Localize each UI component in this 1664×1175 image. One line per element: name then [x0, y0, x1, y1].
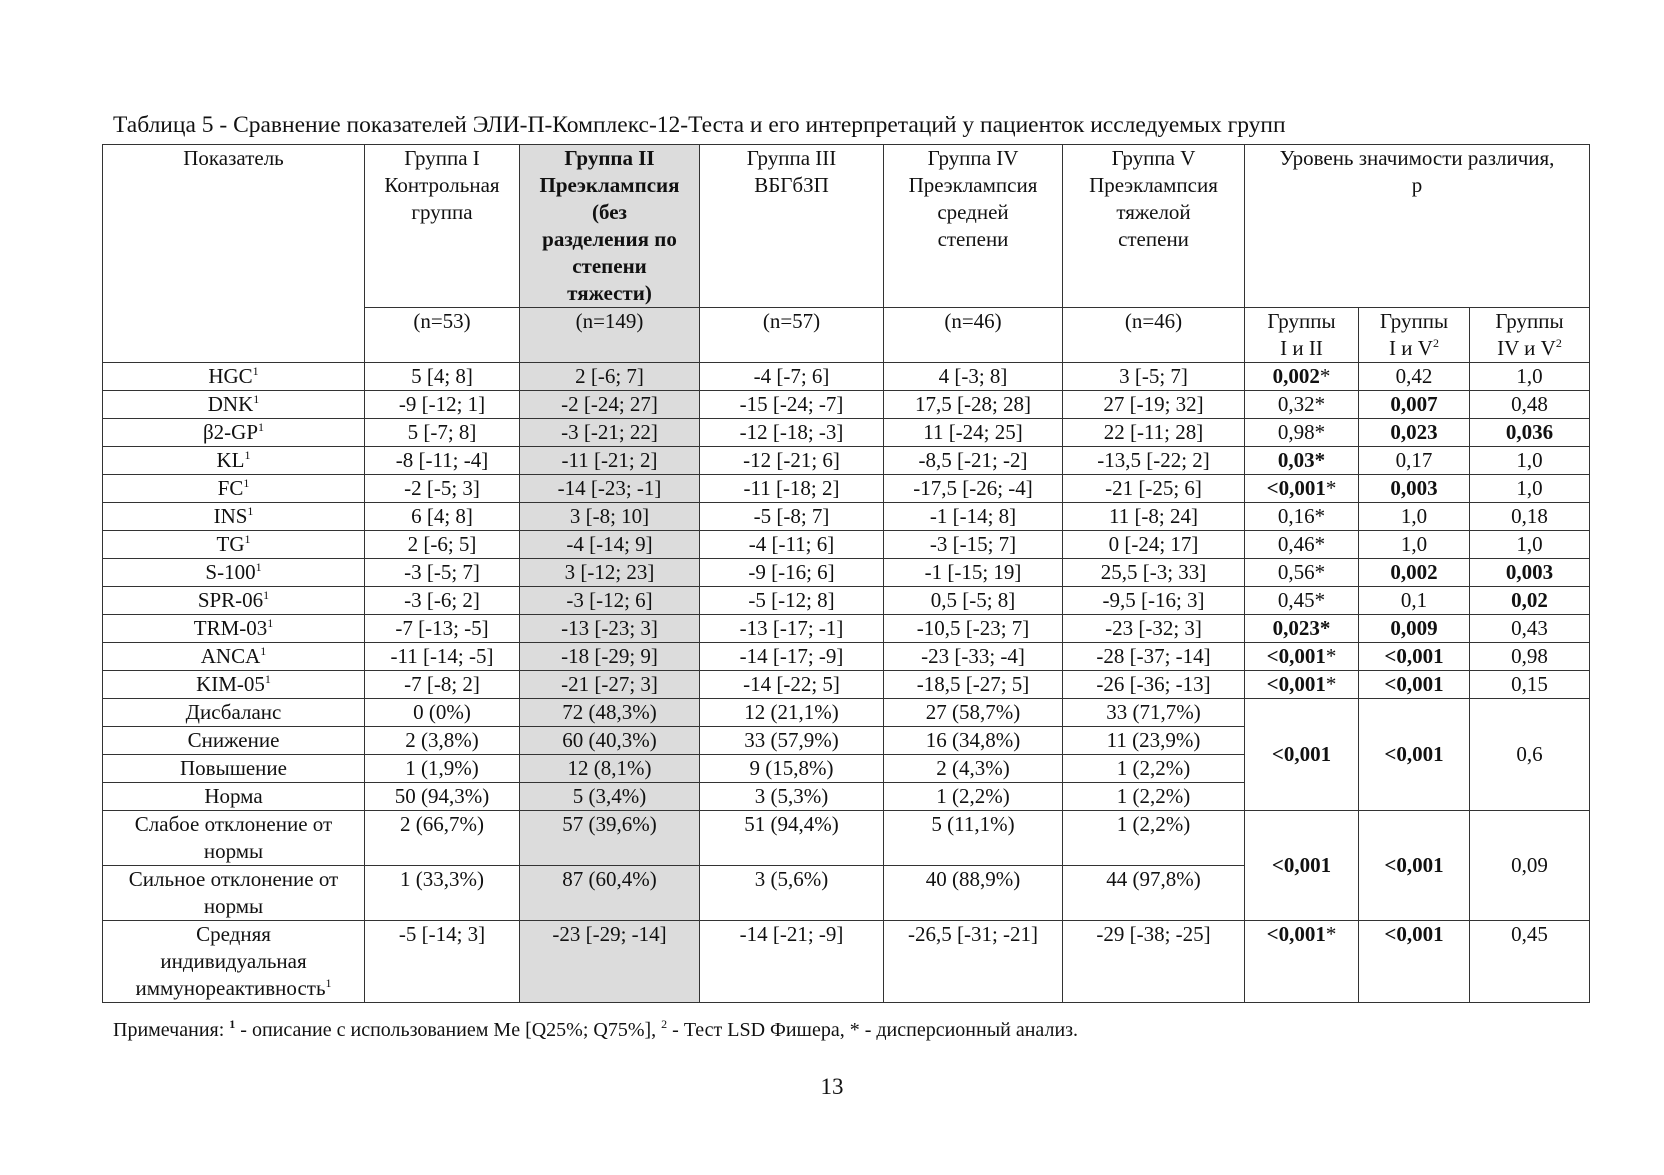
cell-group-4: -8,5 [-21; -2]	[884, 447, 1063, 475]
table-row	[103, 531, 1590, 559]
table-caption: Таблица 5 - Сравнение показателей ЭЛИ-П-Комплекс-12-Теста и его интерпретаций у пациенток исследуемых групп	[113, 112, 1286, 138]
cell-group-3: 51 (94,4%)	[700, 811, 884, 866]
cell-group-3: -12 [-18; -3]	[700, 419, 884, 447]
cell-p-1: <0,001*	[1245, 643, 1359, 671]
header-row	[103, 145, 1590, 308]
cell-group-5: 1 (2,2%)	[1063, 783, 1245, 811]
cell-p-2: <0,001	[1359, 671, 1470, 699]
cell-group-4: -3 [-15; 7]	[884, 531, 1063, 559]
cell-group-4: -17,5 [-26; -4]	[884, 475, 1063, 503]
header-group-3: Группа III ВБГбЗП	[700, 145, 884, 308]
cell-p-3: 1,0	[1470, 475, 1590, 503]
cell-group-1: -3 [-5; 7]	[365, 559, 520, 587]
cell-group-3: -13 [-17; -1]	[700, 615, 884, 643]
cell-group-5: 0 [-24; 17]	[1063, 531, 1245, 559]
cell-group-1: -8 [-11; -4]	[365, 447, 520, 475]
cell-group-3: 3 (5,3%)	[700, 783, 884, 811]
cell-p-2: 0,009	[1359, 615, 1470, 643]
row-label: $KL^1$	[103, 447, 365, 475]
cell-group-3: -4 [-7; 6]	[700, 363, 884, 391]
cell-p-2: 0,002	[1359, 559, 1470, 587]
cell-group-1: 1 (1,9%)	[365, 755, 520, 783]
table-row	[103, 587, 1590, 615]
header-p-2: Группы I и $V^2$	[1359, 308, 1470, 363]
cell-group-2: -18 [-29; 9]	[520, 643, 700, 671]
cell-group-1: 0 (0%)	[365, 699, 520, 727]
table-row	[103, 921, 1590, 1003]
cell-group-5: 27 [-19; 32]	[1063, 391, 1245, 419]
comparison-table	[102, 144, 1590, 1003]
header-group-4: Группа IV Преэклампсия средней степени	[884, 145, 1063, 308]
row-label: ANCA$^1$	[103, 643, 365, 671]
cell-group-5: 11 [-8; 24]	[1063, 503, 1245, 531]
cell-group-1: 2 (66,7%)	[365, 811, 520, 866]
cell-group-2: -21 [-27; 3]	[520, 671, 700, 699]
cell-group-2: 3 [-12; 23]	[520, 559, 700, 587]
row-label: TRM-$03^1$	[103, 615, 365, 643]
cell-p-3: 0,02	[1470, 587, 1590, 615]
table-row	[103, 811, 1590, 866]
cell-group-4: 5 (11,1%)	[884, 811, 1063, 866]
row-label: SPR-$06^1$	[103, 587, 365, 615]
header-group-5: Группа V Преэклампсия тяжелой степени	[1063, 145, 1245, 308]
cell-group-2: -3 [-21; 22]	[520, 419, 700, 447]
cell-group-1: 2 [-6; 5]	[365, 531, 520, 559]
cell-group-4: 17,5 [-28; 28]	[884, 391, 1063, 419]
cell-p-1: 0,16*	[1245, 503, 1359, 531]
table-row	[103, 363, 1590, 391]
cell-group-2: -13 [-23; 3]	[520, 615, 700, 643]
cell-p-2: 1,0	[1359, 503, 1470, 531]
cell-group-5: 22 [-11; 28]	[1063, 419, 1245, 447]
cell-p-3: 1,0	[1470, 363, 1590, 391]
cell-group-5: -13,5 [-22; 2]	[1063, 447, 1245, 475]
cell-group-2: 3 [-8; 10]	[520, 503, 700, 531]
row-label: KIM-$05^1$	[103, 671, 365, 699]
cell-group-5: -23 [-32; 3]	[1063, 615, 1245, 643]
cell-group-1: -9 [-12; 1]	[365, 391, 520, 419]
cell-p-1: <0,001*	[1245, 475, 1359, 503]
cell-group-1: 6 [4; 8]	[365, 503, 520, 531]
cell-group-3: 9 (15,8%)	[700, 755, 884, 783]
header-n-4: (n=46)	[884, 308, 1063, 363]
cell-group-4: -1 [-14; 8]	[884, 503, 1063, 531]
cell-p-1: <0,001*	[1245, 921, 1359, 1003]
cell-group-4: 11 [-24; 25]	[884, 419, 1063, 447]
table-row	[103, 699, 1590, 727]
cell-group-5: -28 [-37; -14]	[1063, 643, 1245, 671]
table-row	[103, 643, 1590, 671]
cell-group-5: -9,5 [-16; 3]	[1063, 587, 1245, 615]
cell-group-2: -11 [-21; 2]	[520, 447, 700, 475]
cell-group-3: -14 [-22; 5]	[700, 671, 884, 699]
cell-group-1: 5 [4; 8]	[365, 363, 520, 391]
cell-group-3: 33 (57,9%)	[700, 727, 884, 755]
cell-group-2: -14 [-23; -1]	[520, 475, 700, 503]
row-label: Дисбаланс	[103, 699, 365, 727]
cell-group-1: -2 [-5; 3]	[365, 475, 520, 503]
row-label: Слабое отклонение от нормы	[103, 811, 365, 866]
cell-group-5: 44 (97,8%)	[1063, 866, 1245, 921]
cell-p-3: 0,036	[1470, 419, 1590, 447]
cell-group-3: -14 [-17; -9]	[700, 643, 884, 671]
cell-p-1: <0,001	[1245, 811, 1359, 921]
cell-group-3: -5 [-12; 8]	[700, 587, 884, 615]
cell-p-2: <0,001	[1359, 921, 1470, 1003]
row-label: Снижение	[103, 727, 365, 755]
cell-p-3: 0,43	[1470, 615, 1590, 643]
cell-group-1: -11 [-14; -5]	[365, 643, 520, 671]
header-p-1: Группы I и II	[1245, 308, 1359, 363]
cell-p-1: <0,001	[1245, 699, 1359, 811]
cell-p-2: 0,17	[1359, 447, 1470, 475]
table-row	[103, 475, 1590, 503]
row-label: HGC$^1$	[103, 363, 365, 391]
cell-group-5: -26 [-36; -13]	[1063, 671, 1245, 699]
cell-group-4: 1 (2,2%)	[884, 783, 1063, 811]
table-row	[103, 419, 1590, 447]
cell-group-2: 2 [-6; 7]	[520, 363, 700, 391]
cell-p-3: 1,0	[1470, 447, 1590, 475]
row-label: INS$^1$	[103, 503, 365, 531]
cell-group-2: -2 [-24; 27]	[520, 391, 700, 419]
header-n-3: (n=57)	[700, 308, 884, 363]
cell-group-2: 72 (48,3%)	[520, 699, 700, 727]
cell-p-2: 0,1	[1359, 587, 1470, 615]
cell-p-2: 0,023	[1359, 419, 1470, 447]
header-p-3: Группы IV и $V^2$	[1470, 308, 1590, 363]
header-indicator: Показатель	[103, 145, 365, 363]
header-n-1: (n=53)	[365, 308, 520, 363]
cell-group-1: 2 (3,8%)	[365, 727, 520, 755]
row-label: $S-100^1$	[103, 559, 365, 587]
cell-group-4: -1 [-15; 19]	[884, 559, 1063, 587]
cell-p-1: 0,03*	[1245, 447, 1359, 475]
cell-p-1: 0,46*	[1245, 531, 1359, 559]
cell-group-1: -3 [-6; 2]	[365, 587, 520, 615]
cell-p-3: 0,6	[1470, 699, 1590, 811]
cell-group-2: 12 (8,1%)	[520, 755, 700, 783]
row-label: Повышение	[103, 755, 365, 783]
cell-group-5: 11 (23,9%)	[1063, 727, 1245, 755]
cell-group-2: -4 [-14; 9]	[520, 531, 700, 559]
cell-p-3: 0,18	[1470, 503, 1590, 531]
header-group-1: Группа I Контрольная группа	[365, 145, 520, 308]
cell-p-3: 0,45	[1470, 921, 1590, 1003]
row-label: Средняя индивидуальная иммунореактивность$^1$	[103, 921, 365, 1003]
cell-group-4: 4 [-3; 8]	[884, 363, 1063, 391]
table-row	[103, 447, 1590, 475]
cell-group-1: 1 (33,3%)	[365, 866, 520, 921]
header-group-2: Группа II Преэклампсия (без разделения по степени тяжести)	[520, 145, 700, 308]
cell-group-4: 2 (4,3%)	[884, 755, 1063, 783]
cell-group-3: 3 (5,6%)	[700, 866, 884, 921]
cell-group-1: -7 [-8; 2]	[365, 671, 520, 699]
cell-p-3: 0,09	[1470, 811, 1590, 921]
cell-p-2: 0,003	[1359, 475, 1470, 503]
cell-group-2: -3 [-12; 6]	[520, 587, 700, 615]
header-significance: Уровень значимости различия, p	[1245, 145, 1590, 308]
cell-group-4: -18,5 [-27; 5]	[884, 671, 1063, 699]
table-row	[103, 559, 1590, 587]
row-label: $FC^1$	[103, 475, 365, 503]
table-row	[103, 671, 1590, 699]
cell-p-3: 0,15	[1470, 671, 1590, 699]
header-n-2: (n=149)	[520, 308, 700, 363]
cell-p-2: <0,001	[1359, 811, 1470, 921]
cell-group-2: 87 (60,4%)	[520, 866, 700, 921]
cell-group-3: -14 [-21; -9]	[700, 921, 884, 1003]
cell-p-1: <0,001*	[1245, 671, 1359, 699]
cell-group-4: 40 (88,9%)	[884, 866, 1063, 921]
cell-p-1: 0,45*	[1245, 587, 1359, 615]
cell-p-3: 1,0	[1470, 531, 1590, 559]
cell-group-2: 57 (39,6%)	[520, 811, 700, 866]
row-label: $TG^1$	[103, 531, 365, 559]
table-row	[103, 391, 1590, 419]
header-n-5: (n=46)	[1063, 308, 1245, 363]
cell-group-4: -23 [-33; -4]	[884, 643, 1063, 671]
row-label: $\beta 2-GP^1$	[103, 419, 365, 447]
cell-group-5: 3 [-5; 7]	[1063, 363, 1245, 391]
cell-group-3: -15 [-24; -7]	[700, 391, 884, 419]
cell-group-3: -12 [-21; 6]	[700, 447, 884, 475]
cell-group-4: 16 (34,8%)	[884, 727, 1063, 755]
cell-group-1: -7 [-13; -5]	[365, 615, 520, 643]
cell-p-3: 0,003	[1470, 559, 1590, 587]
cell-p-3: 0,48	[1470, 391, 1590, 419]
cell-p-1: 0,98*	[1245, 419, 1359, 447]
cell-group-5: 1 (2,2%)	[1063, 755, 1245, 783]
cell-group-5: 33 (71,7%)	[1063, 699, 1245, 727]
row-label: DNK$^1$	[103, 391, 365, 419]
cell-group-1: 5 [-7; 8]	[365, 419, 520, 447]
cell-group-3: -9 [-16; 6]	[700, 559, 884, 587]
page-number: 13	[820, 1074, 844, 1099]
cell-group-4: 27 (58,7%)	[884, 699, 1063, 727]
cell-p-3: 0,98	[1470, 643, 1590, 671]
row-label: Сильное отклонение от нормы	[103, 866, 365, 921]
cell-group-3: -5 [-8; 7]	[700, 503, 884, 531]
table-row	[103, 615, 1590, 643]
cell-group-3: -4 [-11; 6]	[700, 531, 884, 559]
cell-group-1: 50 (94,3%)	[365, 783, 520, 811]
table-footnote: Примечания: $^1$ - описание с использованием Me [Q25%; Q75%], $^2$ - Тест LSD Фишера, * - дисперсионный анализ.	[113, 1017, 1079, 1041]
cell-p-2: 0,42	[1359, 363, 1470, 391]
cell-group-3: -11 [-18; 2]	[700, 475, 884, 503]
cell-group-4: 0,5 [-5; 8]	[884, 587, 1063, 615]
cell-group-4: -26,5 [-31; -21]	[884, 921, 1063, 1003]
cell-group-1: -5 [-14; 3]	[365, 921, 520, 1003]
cell-p-2: <0,001	[1359, 699, 1470, 811]
row-label: Норма	[103, 783, 365, 811]
cell-p-2: <0,001	[1359, 643, 1470, 671]
cell-p-2: 0,007	[1359, 391, 1470, 419]
cell-p-1: 0,32*	[1245, 391, 1359, 419]
cell-p-1: 0,56*	[1245, 559, 1359, 587]
cell-group-5: -21 [-25; 6]	[1063, 475, 1245, 503]
cell-p-1: 0,002*	[1245, 363, 1359, 391]
cell-group-2: 60 (40,3%)	[520, 727, 700, 755]
table-row	[103, 503, 1590, 531]
cell-p-2: 1,0	[1359, 531, 1470, 559]
cell-group-3: 12 (21,1%)	[700, 699, 884, 727]
cell-group-5: 1 (2,2%)	[1063, 811, 1245, 866]
cell-group-2: -23 [-29; -14]	[520, 921, 700, 1003]
cell-group-2: 5 (3,4%)	[520, 783, 700, 811]
cell-p-1: 0,023*	[1245, 615, 1359, 643]
cell-group-5: 25,5 [-3; 33]	[1063, 559, 1245, 587]
cell-group-4: -10,5 [-23; 7]	[884, 615, 1063, 643]
cell-group-5: -29 [-38; -25]	[1063, 921, 1245, 1003]
